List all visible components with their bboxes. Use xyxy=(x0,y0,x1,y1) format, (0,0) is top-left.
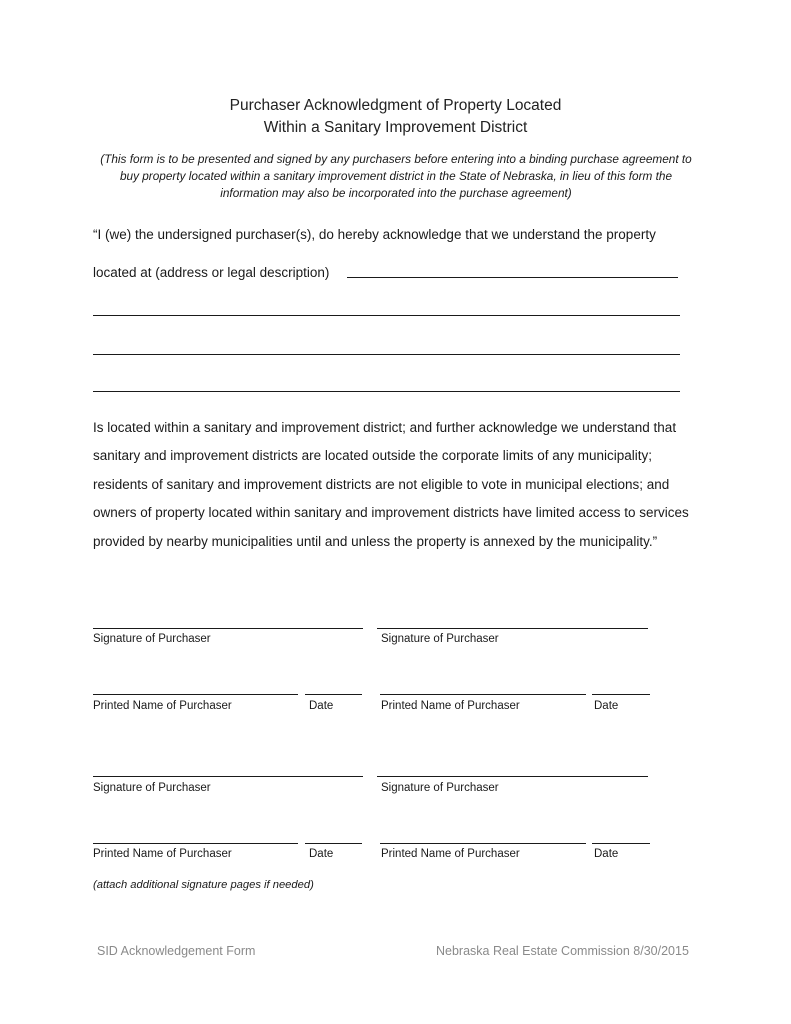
date-label-2: Date xyxy=(594,700,619,712)
date-label-3: Date xyxy=(309,848,334,860)
date-line-3[interactable] xyxy=(305,843,362,844)
address-field-line-4[interactable] xyxy=(93,376,680,392)
form-instructions: (This form is to be presented and signed by any purchasers before entering into a binding purchase agreement to buy property located within a sanitary improvement district in the State of Nebraska, in lieu of this form the information may also be incorporated into the purchase agreement) xyxy=(100,152,692,200)
printed-name-line-1[interactable] xyxy=(93,694,298,695)
date-label-1: Date xyxy=(309,700,334,712)
signature-line-1[interactable] xyxy=(93,628,363,629)
printed-name-line-4[interactable] xyxy=(380,843,586,844)
printed-name-label-1: Printed Name of Purchaser xyxy=(93,700,232,712)
form-title-line-1: Purchaser Acknowledgment of Property Located xyxy=(229,97,562,114)
signature-label-1: Signature of Purchaser xyxy=(93,633,211,645)
additional-pages-note: (attach additional signature pages if needed) xyxy=(93,879,314,891)
form-title-line-2: Within a Sanitary Improvement District xyxy=(263,119,528,136)
signature-line-4[interactable] xyxy=(377,776,648,777)
printed-name-label-3: Printed Name of Purchaser xyxy=(93,848,232,860)
signature-label-2: Signature of Purchaser xyxy=(381,633,499,645)
address-field-line-2[interactable] xyxy=(93,300,680,316)
date-line-2[interactable] xyxy=(592,694,650,695)
printed-name-label-4: Printed Name of Purchaser xyxy=(381,848,520,860)
signature-line-3[interactable] xyxy=(93,776,363,777)
date-line-4[interactable] xyxy=(592,843,650,844)
signature-line-2[interactable] xyxy=(377,628,648,629)
footer-form-name: SID Acknowledgement Form xyxy=(97,944,256,958)
printed-name-line-3[interactable] xyxy=(93,843,298,844)
acknowledgment-body: Is located within a sanitary and improvement district; and further acknowledge we understand that sanitary and improvement districts are located outside the corporate limits of any municipality; residents of sanitary and improvement districts are not eligible to vote in municipal elections; and owners of property located within sanitary and improvement districts have limited access to services provided by nearby municipalities until and unless the property is annexed by the municipality.” xyxy=(93,420,689,549)
address-label: located at (address or legal description) xyxy=(93,265,330,280)
address-field-line-3[interactable] xyxy=(93,339,680,355)
address-field-line-1[interactable] xyxy=(347,262,678,278)
signature-label-4: Signature of Purchaser xyxy=(381,782,499,794)
date-line-1[interactable] xyxy=(305,694,362,695)
printed-name-line-2[interactable] xyxy=(380,694,586,695)
printed-name-label-2: Printed Name of Purchaser xyxy=(381,700,520,712)
date-label-4: Date xyxy=(594,848,619,860)
footer-commission-date: Nebraska Real Estate Commission 8/30/2015 xyxy=(436,944,689,958)
acknowledgment-intro: “I (we) the undersigned purchaser(s), do hereby acknowledge that we understand the property xyxy=(93,227,656,242)
signature-label-3: Signature of Purchaser xyxy=(93,782,211,794)
